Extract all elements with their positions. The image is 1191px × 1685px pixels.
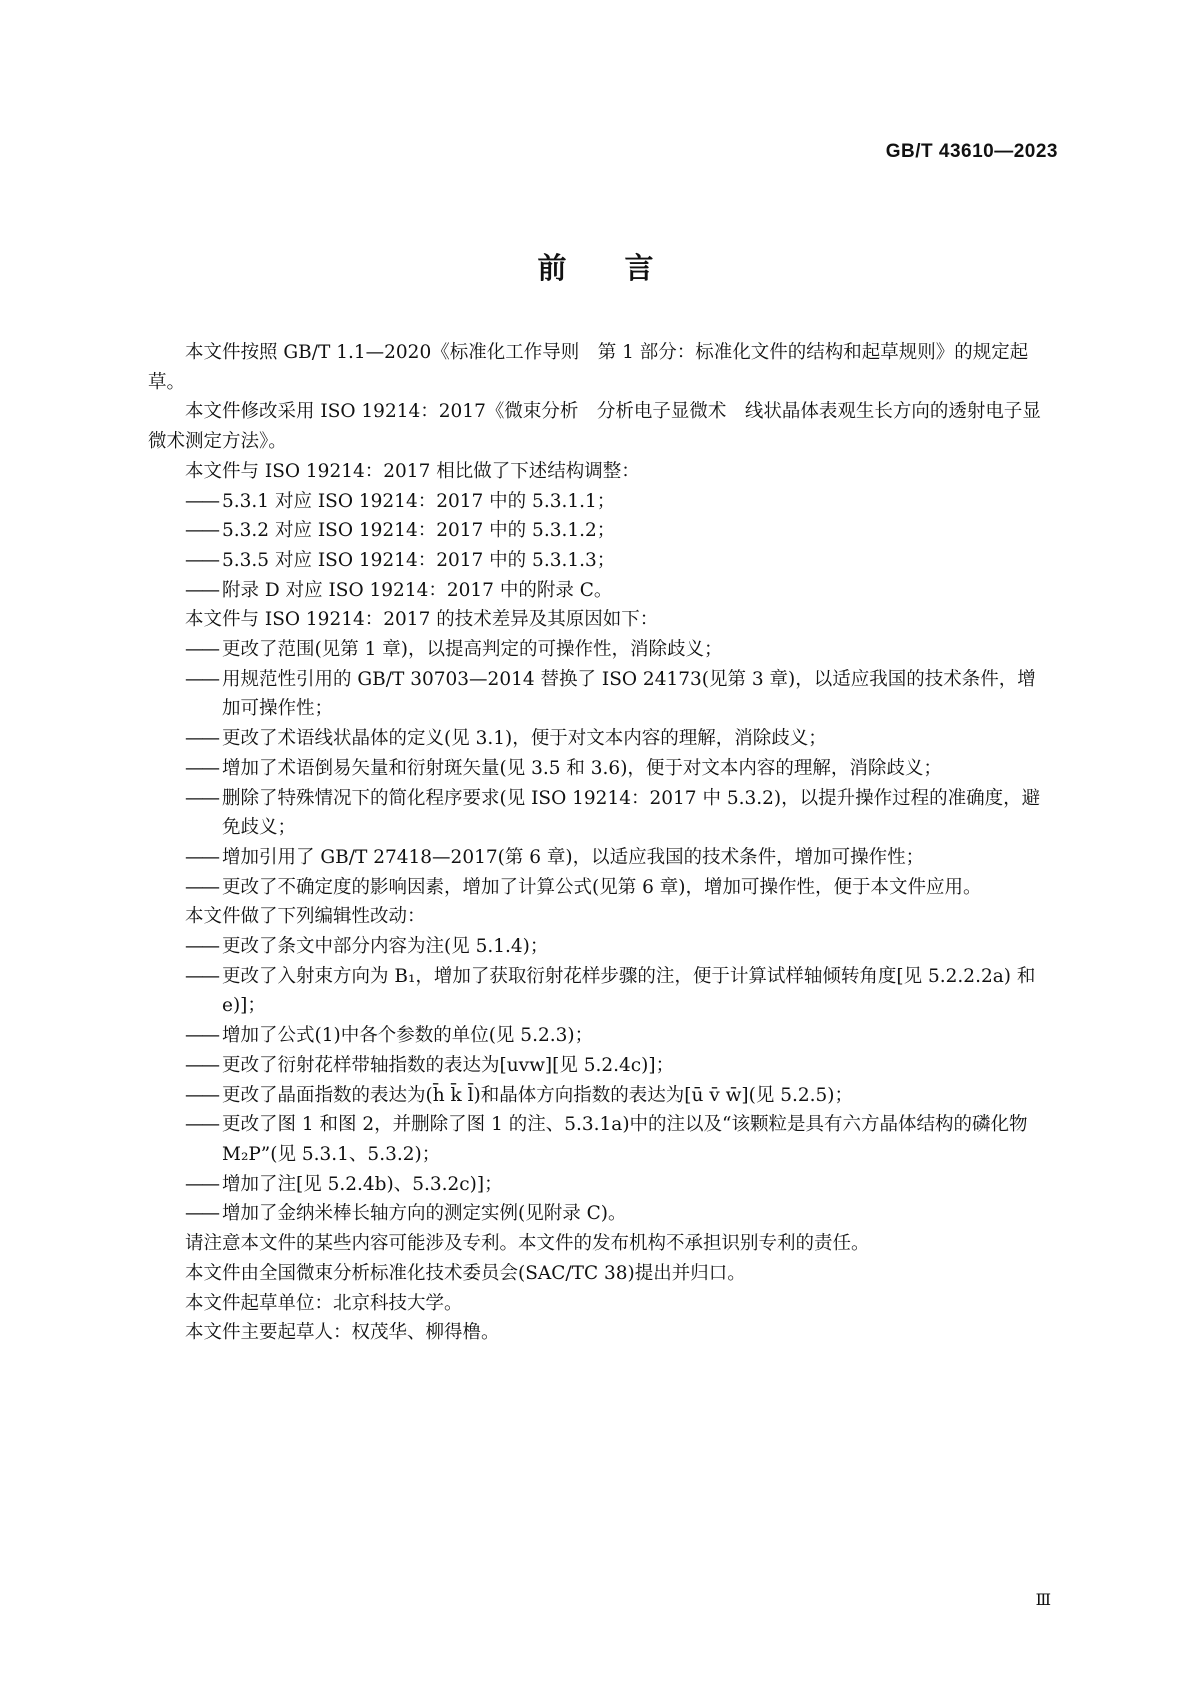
list-item: —— 5.3.1 对应 ISO 19214：2017 中的 5.3.1.1； (185, 490, 616, 512)
list-item: —— 增加了金纳米棒长轴方向的测定实例(见附录 C)。 (185, 1203, 627, 1225)
list-item: —— 增加了注[见 5.2.4b)、5.3.2c)]； (185, 1173, 503, 1195)
list-item: —— 更改了衍射花样带轴指数的表达为[uvw][见 5.2.4c)]； (185, 1054, 675, 1076)
editorial-changes-list (148, 932, 1051, 1229)
list-item: —— 附录 D 对应 ISO 19214：2017 中的附录 C。 (185, 579, 613, 601)
paragraph-adoption: 本文件修改采用 ISO 19214：2017《微束分析 分析电子显微术 线状晶体表观生长方向的透射电子显微术测定方法》。 (148, 401, 1041, 453)
list-item: —— 更改了晶面指数的表达为(h̄ k̄ l̄)和晶体方向指数的表达为[ū v̄ w̄](见 5.2.5)； (185, 1084, 854, 1106)
paragraph-patent-notice: 请注意本文件的某些内容可能涉及专利。本文件的发布机构不承担识别专利的责任。 (185, 1233, 870, 1255)
list-item: —— 5.3.2 对应 ISO 19214：2017 中的 5.3.1.2； (185, 520, 616, 542)
paragraph-editorial-intro: 本文件做了下列编辑性改动： (185, 906, 426, 928)
list-item: —— 增加了公式(1)中各个参数的单位(见 5.2.3)； (185, 1025, 594, 1047)
list-item: —— 增加了术语倒易矢量和衍射斑矢量(见 3.5 和 3.6)，便于对文本内容的理解，消除歧义； (185, 757, 942, 779)
paragraph-proposer: 本文件由全国微束分析标准化技术委员会(SAC/TC 38)提出并归口。 (185, 1262, 746, 1284)
document-code: GB/T 43610—2023 (885, 141, 1058, 162)
list-item: —— 更改了入射束方向为 B₁，增加了获取衍射花样步骤的注，便于计算试样轴倾转角度[见 5.2.2.2a) 和 e)]； (185, 965, 1036, 1017)
foreword-body (148, 338, 1051, 1348)
list-item: —— 增加引用了 GB/T 27418—2017(第 6 章)，以适应我国的技术条件，增加可操作性； (185, 846, 925, 868)
paragraph-structure-intro: 本文件与 ISO 19214：2017 相比做了下述结构调整： (185, 460, 640, 482)
list-item: —— 用规范性引用的 GB/T 30703—2014 替换了 ISO 24173(见第 3 章)，以适应我国的技术条件，增加可操作性； (185, 668, 1036, 720)
paragraph-drafting-unit: 本文件起草单位：北京科技大学。 (185, 1292, 463, 1314)
list-item: —— 更改了图 1 和图 2，并删除了图 1 的注、5.3.1a)中的注以及“该颗粒是具有六方晶体结构的磷化物 M₂P”(见 5.3.1、5.3.2)； (185, 1114, 1028, 1165)
paragraph-drafting-rules: 本文件按照 GB/T 1.1—2020《标准化工作导则 第 1 部分：标准化文件的结构和起草规则》的规定起草。 (148, 342, 1029, 393)
list-item: —— 删除了特殊情况下的简化程序要求(见 ISO 19214：2017 中 5.3.2)，以提升操作过程的准确度，避免歧义； (185, 787, 1041, 839)
list-item: —— 更改了条文中部分内容为注(见 5.1.4)； (185, 936, 549, 958)
list-item: —— 5.3.5 对应 ISO 19214：2017 中的 5.3.1.3； (185, 549, 616, 571)
page-number: Ⅲ (1035, 1590, 1051, 1609)
paragraph-drafters: 本文件主要起草人：权茂华、柳得橹。 (185, 1322, 500, 1344)
technical-differences-list (148, 635, 1051, 902)
list-item: —— 更改了术语线状晶体的定义(见 3.1)，便于对文本内容的理解，消除歧义； (185, 728, 827, 750)
paragraph-technical-intro: 本文件与 ISO 19214：2017 的技术差异及其原因如下： (185, 609, 659, 631)
structure-changes-list (148, 487, 1051, 606)
list-item: —— 更改了不确定度的影响因素，增加了计算公式(见第 6 章)，增加可操作性，便于本文件应用。 (185, 876, 982, 898)
page-title: 前言 (537, 251, 712, 285)
list-item: —— 更改了范围(见第 1 章)，以提高判定的可操作性，消除歧义； (185, 639, 723, 661)
